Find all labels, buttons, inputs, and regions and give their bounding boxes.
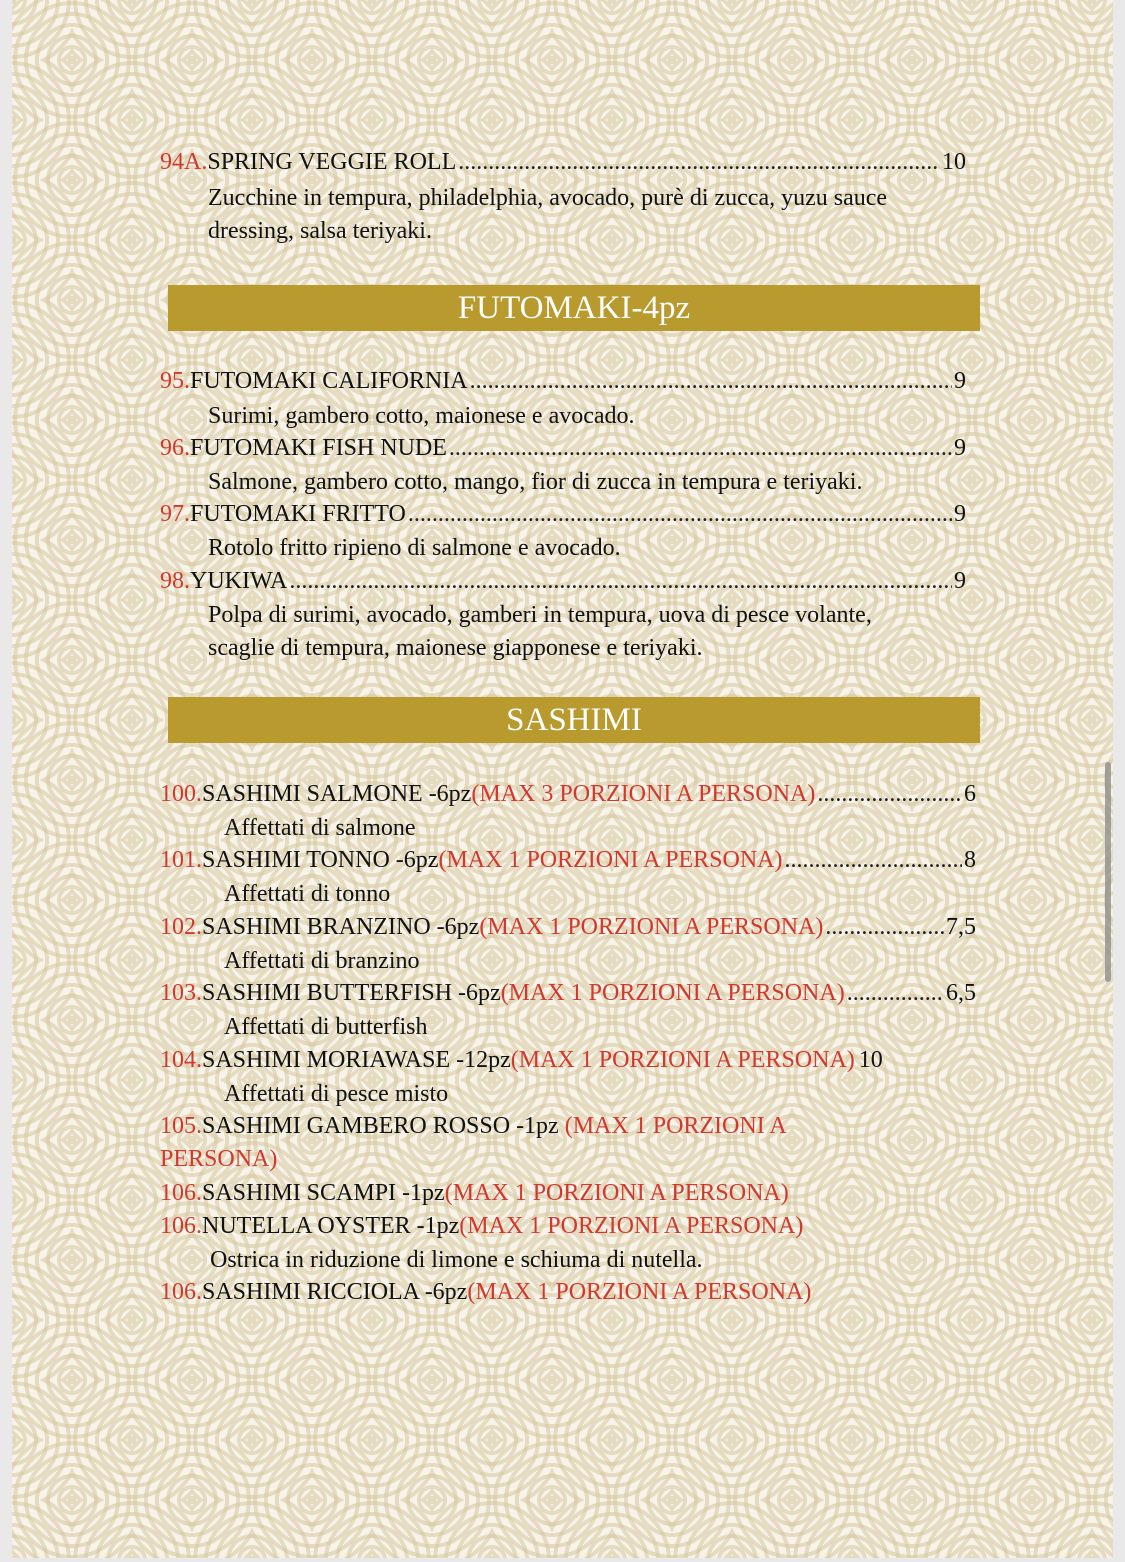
portion-limit-note: (MAX 1 PORZIONI A <box>564 1113 787 1139</box>
item-description: Salmone, gambero cotto, mango, fior di zucca in tempura e teriyaki. <box>208 469 863 495</box>
description-line: Zucchine in tempura, philadelphia, avocado, purè di zucca, yuzu sauce <box>208 185 888 211</box>
menu-item-104 <box>160 1045 976 1075</box>
item-description: Affettati di pesce misto <box>224 1081 449 1107</box>
menu-item-98 <box>160 566 966 596</box>
item-number: 94A. <box>160 149 208 175</box>
item-name: NUTELLA OYSTER -1pz <box>202 1213 460 1239</box>
item-price: 9 <box>954 368 966 394</box>
item-description: Rotolo fritto ripieno di salmone e avocado. <box>208 535 621 561</box>
item-number: 101. <box>160 847 202 873</box>
item-number: 100. <box>160 781 202 807</box>
portion-limit-note: (MAX 1 PORZIONI A PERSONA) <box>479 914 824 940</box>
item-price: 9 <box>954 568 966 594</box>
leader-dots <box>847 978 944 1008</box>
menu-item-95 <box>160 366 966 396</box>
portion-limit-note: (MAX 1 PORZIONI A PERSONA) <box>467 1279 812 1305</box>
item-description: Ostrica in riduzione di limone e schiuma di nutella. <box>210 1247 703 1273</box>
item-description: Surimi, gambero cotto, maionese e avocado. <box>208 403 635 429</box>
leader-dots <box>408 499 952 529</box>
menu-item-105-continued <box>160 1144 966 1174</box>
item-number: 105. <box>160 1113 202 1139</box>
item-price: 9 <box>954 501 966 527</box>
item-description <box>208 182 887 248</box>
item-price: 10 <box>858 1047 883 1073</box>
menu-item-94a <box>160 147 966 177</box>
item-name: FUTOMAKI CALIFORNIA <box>190 368 468 394</box>
portion-limit-note: PERSONA) <box>160 1146 278 1172</box>
menu-item-106-scampi <box>160 1178 966 1208</box>
menu-item-106-ricciola <box>160 1277 966 1307</box>
menu-item-103 <box>160 978 976 1008</box>
item-number: 96. <box>160 435 190 461</box>
portion-limit-note: (MAX 1 PORZIONI A PERSONA) <box>444 1180 789 1206</box>
item-price: 6,5 <box>946 980 976 1006</box>
menu-item-101 <box>160 845 976 875</box>
item-name: SASHIMI RICCIOLA -6pz <box>202 1279 468 1305</box>
leader-dots <box>289 566 952 596</box>
leader-dots <box>458 147 940 177</box>
item-price: 6 <box>964 781 976 807</box>
leader-dots <box>784 845 962 875</box>
item-price: 7,5 <box>946 914 976 940</box>
item-description <box>208 599 872 665</box>
item-number: 106. <box>160 1213 202 1239</box>
menu-item-97 <box>160 499 966 529</box>
item-price: 8 <box>964 847 976 873</box>
portion-limit-note: (MAX 3 PORZIONI A PERSONA) <box>471 781 816 807</box>
item-number: 106. <box>160 1279 202 1305</box>
item-number: 104. <box>160 1047 202 1073</box>
menu-item-105 <box>160 1111 966 1141</box>
section-header-sashimi: SASHIMI <box>168 697 980 743</box>
item-name: FUTOMAKI FISH NUDE <box>190 435 447 461</box>
description-line: Polpa di surimi, avocado, gamberi in tempura, uova di pesce volante, <box>208 602 872 628</box>
menu-item-102 <box>160 912 976 942</box>
item-number: 95. <box>160 368 190 394</box>
description-line: dressing, salsa teriyaki. <box>208 218 432 244</box>
portion-limit-note: (MAX 1 PORZIONI A PERSONA) <box>438 847 783 873</box>
item-name: SASHIMI TONNO -6pz <box>202 847 439 873</box>
description-line: scaglie di tempura, maionese giapponese e teriyaki. <box>208 635 703 661</box>
item-description: Affettati di tonno <box>224 881 391 907</box>
leader-dots <box>470 366 952 396</box>
menu-page <box>12 0 1113 1558</box>
menu-item-106-oyster <box>160 1211 966 1241</box>
item-number: 97. <box>160 501 190 527</box>
item-name: SASHIMI MORIAWASE -12pz <box>202 1047 511 1073</box>
item-name: SASHIMI SCAMPI -1pz <box>202 1180 445 1206</box>
leader-dots <box>825 912 944 942</box>
portion-limit-note: (MAX 1 PORZIONI A PERSONA) <box>500 980 845 1006</box>
item-number: 102. <box>160 914 202 940</box>
item-number: 106. <box>160 1180 202 1206</box>
item-price: 10 <box>942 149 966 175</box>
portion-limit-note: (MAX 1 PORZIONI A PERSONA) <box>510 1047 855 1073</box>
item-name: SASHIMI BUTTERFISH -6pz <box>202 980 501 1006</box>
leader-dots <box>449 433 952 463</box>
menu-item-100 <box>160 779 976 809</box>
item-number: 98. <box>160 568 190 594</box>
item-description: Affettati di salmone <box>224 815 416 841</box>
portion-limit-note: (MAX 1 PORZIONI A PERSONA) <box>459 1213 804 1239</box>
item-name: SASHIMI SALMONE -6pz <box>202 781 472 807</box>
item-name: FUTOMAKI FRITTO <box>190 501 406 527</box>
item-description: Affettati di butterfish <box>224 1014 428 1040</box>
section-header-futomaki: FUTOMAKI-4pz <box>168 285 980 331</box>
item-name: YUKIWA <box>190 568 288 594</box>
item-name: SPRING VEGGIE ROLL <box>207 149 457 175</box>
item-number: 103. <box>160 980 202 1006</box>
item-name: SASHIMI GAMBERO ROSSO -1pz <box>202 1113 565 1139</box>
item-description: Affettati di branzino <box>224 948 420 974</box>
item-price: 9 <box>954 435 966 461</box>
item-name: SASHIMI BRANZINO -6pz <box>202 914 480 940</box>
scrollbar-thumb[interactable] <box>1105 762 1111 982</box>
menu-item-96 <box>160 433 966 463</box>
leader-dots <box>817 779 962 809</box>
